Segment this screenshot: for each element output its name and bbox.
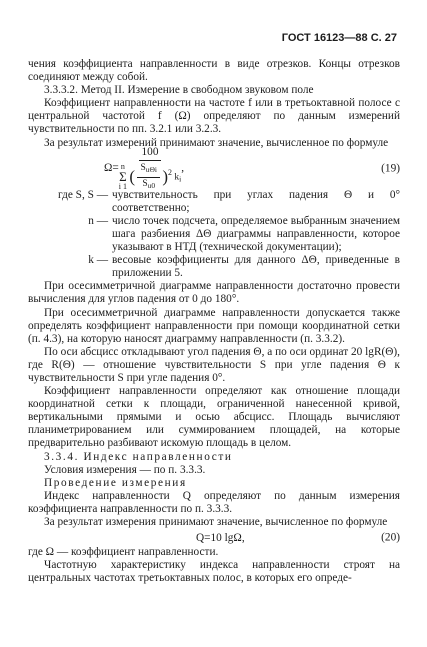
ratio-denominator-symbol: S	[142, 178, 148, 189]
paren-open-icon: (	[129, 166, 136, 186]
sigma-icon: Σ	[119, 168, 127, 184]
sum-upper: n	[120, 161, 125, 171]
definition-text: число точек подсчета, определяемое выбранным значением шага разбиения ΔΘ диаграммы направленности, которое указывают в НТД (технической документации);	[112, 214, 400, 254]
ratio-numerator-subscript: uΘi	[145, 164, 157, 174]
subsection-heading: Проведение измерения	[44, 476, 187, 489]
paragraph: При осесимметричной диаграмме направленности достаточно провести вычисления для углов падения от 0 до 180°.	[28, 280, 400, 306]
definition-symbol: n —	[88, 214, 108, 227]
formula-numerator: 100	[139, 146, 162, 161]
ratio-numerator-symbol: S	[140, 162, 146, 173]
definition-symbol: где S, S —	[58, 188, 108, 201]
definition-item	[28, 254, 400, 280]
section-heading: 3.3.3.2. Метод II. Измерение в свободном звуковом поле	[44, 84, 314, 97]
document-body	[28, 58, 400, 585]
paragraph: За результат измерения принимают значение, вычисленное по формуле	[44, 516, 388, 528]
paragraph: При осесимметричной диаграмме направленности допускается также определять коэффициент направленности при помощи координатной сетки (п. 4.3), на которую наносят диаграмму направленности (п. 3.3.2).	[28, 306, 400, 345]
paragraph: Условия измерения — по п. 3.3.3.	[44, 463, 206, 476]
paragraph: Коэффициент направленности определяют как отношение площади координатной сетки к площади, ограниченной нанесенной кривой, вертикальными прямыми и осью абсцисс. Площадь вычисляют планиметрированием или суммированием площадей, на которые предварительно разбивают искомую площадь в целом.	[28, 385, 400, 450]
page-header: ГОСТ 16123—88 С. 27	[281, 32, 397, 44]
formula-expression: Q=10 lgΩ,	[196, 531, 245, 544]
formula-comma: ,	[181, 162, 185, 175]
definition-list	[28, 189, 400, 281]
ratio-fraction	[137, 162, 160, 192]
sum-sign	[119, 163, 127, 191]
paragraph: Индекс направленности Q определяют по данным измерения коэффициента направленности по п. 3.3.3.	[28, 489, 400, 515]
power: 2	[168, 167, 172, 177]
formula-fraction	[119, 146, 181, 192]
ratio-numerator	[137, 162, 160, 178]
sum-lower: i 1	[118, 181, 128, 191]
paragraph: По оси абсцисс откладывают угол падения Θ, а по оси ординат 20 lgR(Θ), где R(Θ) — отношение чувствительности S при угле падения Θ к чувствительности S при угле падения 0°.	[28, 345, 400, 384]
formula-20	[196, 530, 400, 546]
weight-subscript: i	[179, 173, 182, 183]
paragraph: где Ω — коэффициент направленности.	[28, 546, 219, 559]
formula-number: (19)	[381, 162, 400, 175]
formula-19	[104, 145, 400, 191]
formula-number: (20)	[381, 531, 400, 544]
section-heading: 3.3.4. Индекс направленности	[44, 450, 233, 463]
definition-item	[28, 189, 400, 215]
formula-denominator	[119, 161, 181, 192]
formula-lhs: Ω=	[104, 162, 119, 175]
paragraph: Коэффициент направленности на частоте f или в третьоктавной полосе с центральной частотой f (Ω) определяют по данным измерений чувствительности по пп. 3.2.1 или 3.2.3.	[28, 97, 400, 136]
definition-item	[28, 215, 400, 254]
paragraph: За результат измерений принимают значение, вычисленное по формуле	[44, 136, 389, 149]
definition-symbol: k —	[88, 254, 108, 267]
definition-text: весовые коэффициенты для данного ΔΘ, приведенные в приложении 5.	[112, 254, 400, 280]
ratio-denominator-subscript: u0	[147, 180, 156, 190]
paragraph: Частотную характеристику индекса направленности строят на центральных частотах третьоктавных полос, в которых его опреде-	[28, 559, 400, 585]
definition-text: чувствительность при углах падения Θ и 0° соответственно;	[112, 188, 400, 214]
weight-symbol: k	[174, 171, 180, 182]
ratio-denominator	[142, 178, 155, 192]
paren-close-icon: )	[162, 166, 169, 186]
paragraph: чения коэффициента направленности в виде отрезков. Концы отрезков соединяют между собой.	[28, 58, 400, 84]
